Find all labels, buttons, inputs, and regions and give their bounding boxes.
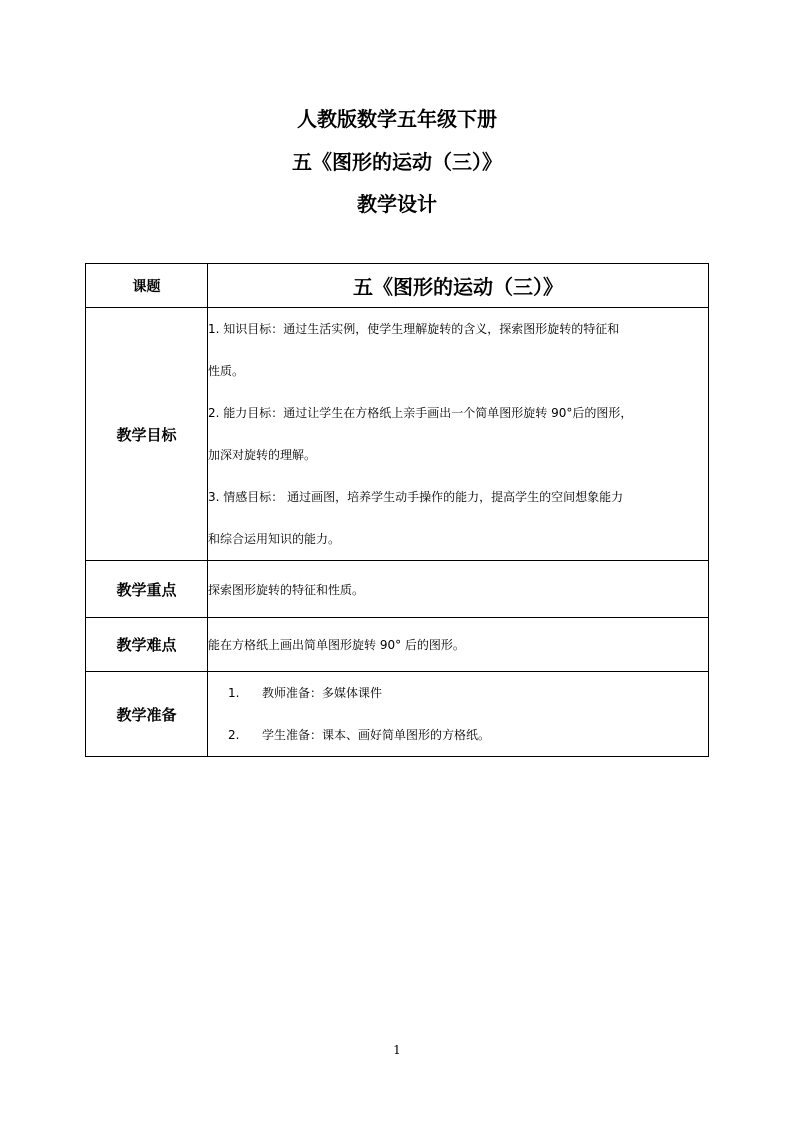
list-item-text: 学生准备：课本、画好简单图形的方格纸。 bbox=[262, 728, 491, 742]
document-title: 人教版数学五年级下册 bbox=[297, 107, 497, 131]
objective-line: 3. 情感目标： 通过画图，培养学生动手操作的能力，提高学生的空间想象能力 bbox=[208, 490, 624, 504]
list-item bbox=[208, 714, 708, 756]
key-points-row bbox=[86, 561, 709, 618]
list-item-text: 教师准备：多媒体课件 bbox=[262, 686, 383, 700]
subject-value: 五《图形的运动（三）》 bbox=[208, 264, 709, 308]
list-item-number: 1. bbox=[228, 686, 240, 700]
lesson-title: 五《图形的运动（三）》 bbox=[292, 150, 502, 174]
preparation-label: 教学准备 bbox=[86, 672, 208, 757]
objectives-content bbox=[208, 308, 709, 561]
list-item bbox=[208, 672, 708, 714]
objective-line: 性质。 bbox=[208, 364, 245, 378]
preparation-content bbox=[208, 672, 709, 757]
difficulty-row bbox=[86, 618, 709, 672]
objective-line: 和综合运用知识的能力。 bbox=[208, 532, 341, 546]
document-subtitle: 教学设计 bbox=[357, 192, 437, 216]
preparation-list bbox=[208, 672, 708, 756]
objective-line: 加深对旋转的理解。 bbox=[208, 448, 317, 462]
objectives-row bbox=[86, 308, 709, 561]
difficulty-value: 能在方格纸上画出简单图形旋转 90° 后的图形。 bbox=[208, 618, 709, 672]
list-item-number: 2. bbox=[228, 728, 240, 742]
objective-line: 1. 知识目标：通过生活实例，使学生理解旋转的含义，探索图形旋转的特征和 bbox=[208, 322, 620, 336]
page-number: 1 bbox=[393, 1043, 401, 1057]
subject-row bbox=[86, 264, 709, 308]
key-points-value: 探索图形旋转的特征和性质。 bbox=[208, 561, 709, 618]
subject-label: 课题 bbox=[86, 264, 208, 308]
objective-line: 2. 能力目标：通过让学生在方格纸上亲手画出一个简单图形旋转 90°后的图形， bbox=[208, 406, 633, 420]
objectives-label: 教学目标 bbox=[86, 308, 208, 561]
lesson-plan-table bbox=[85, 263, 709, 757]
difficulty-label: 教学难点 bbox=[86, 618, 208, 672]
key-points-label: 教学重点 bbox=[86, 561, 208, 618]
preparation-row bbox=[86, 672, 709, 757]
